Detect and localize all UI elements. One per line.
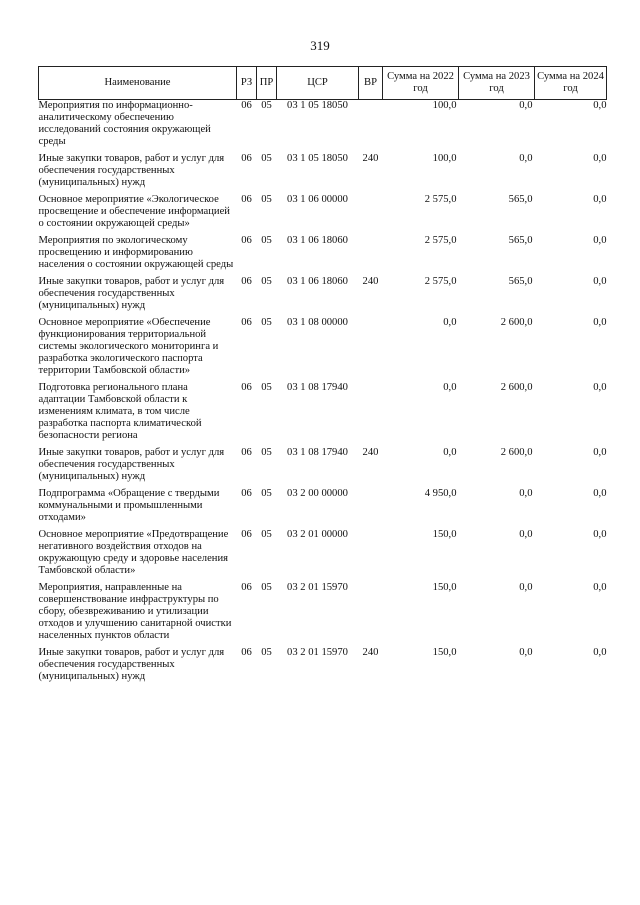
cell-sum-2022: 150,0 [432,647,457,658]
cell-sum-2023: 2 600,0 [500,447,533,458]
cell-rz: 06 [241,447,252,458]
cell-csr: 03 1 08 17940 [287,382,348,393]
cell-rz: 06 [241,235,252,246]
header-sum-2023: Сумма на 2023 год [459,67,535,100]
cell-name: Мероприятия, направленные на совершенствование инфраструктуры по сбору, обезвреживанию и утилизации отходов и улучшению санитарной очистки населенных пунктов области [38,582,232,641]
cell-vr [359,582,383,647]
table-row [39,382,607,447]
cell-name: Иные закупки товаров, работ и услуг для обеспечения государственных (муниципальных) нужд [38,447,225,482]
cell-rz: 06 [241,529,252,540]
cell-rz: 06 [241,488,252,499]
cell-name: Иные закупки товаров, работ и услуг для обеспечения государственных (муниципальных) нужд [38,153,225,188]
cell-vr [359,488,383,529]
cell-sum-2024: 0,0 [593,447,607,458]
cell-pr: 05 [261,100,272,111]
cell-name: Мероприятия по экологическому просвещению и информированию населения о состоянии окружающей среды [38,235,234,270]
table-row [39,317,607,382]
cell-sum-2022: 100,0 [432,100,457,111]
cell-sum-2024: 0,0 [593,382,607,393]
cell-csr: 03 1 06 18060 [287,276,348,287]
cell-csr: 03 2 00 00000 [287,488,348,499]
cell-sum-2022: 150,0 [432,582,457,593]
cell-sum-2022: 2 575,0 [424,276,457,287]
cell-pr: 05 [261,276,272,287]
cell-sum-2023: 0,0 [519,153,533,164]
cell-rz: 06 [241,317,252,328]
cell-sum-2024: 0,0 [593,100,607,111]
cell-rz: 06 [241,194,252,205]
cell-rz: 06 [241,276,252,287]
cell-name: Подпрограмма «Обращение с твердыми коммунальными и промышленными отходами» [38,488,220,523]
cell-csr: 03 1 05 18050 [287,100,348,111]
cell-pr: 05 [261,529,272,540]
cell-sum-2024: 0,0 [593,647,607,658]
header-csr: ЦСР [277,67,359,100]
cell-sum-2022: 0,0 [443,317,457,328]
cell-sum-2023: 2 600,0 [500,317,533,328]
cell-sum-2023: 0,0 [519,647,533,658]
cell-sum-2023: 565,0 [508,194,533,205]
cell-rz: 06 [241,153,252,164]
budget-table [38,66,607,688]
cell-vr: 240 [362,647,379,658]
cell-sum-2023: 2 600,0 [500,382,533,393]
cell-vr [359,194,383,235]
cell-name: Основное мероприятие «Обеспечение функционирования территориальной системы экологического мониторинга и разработка экологического паспорта территории Тамбовской области» [38,317,219,376]
cell-sum-2024: 0,0 [593,317,607,328]
header-sum-2024: Сумма на 2024 год [535,67,607,100]
cell-sum-2023: 565,0 [508,276,533,287]
table-row [39,194,607,235]
cell-rz: 06 [241,582,252,593]
cell-csr: 03 1 05 18050 [287,153,348,164]
cell-pr: 05 [261,447,272,458]
cell-sum-2023: 0,0 [519,529,533,540]
cell-vr [359,382,383,447]
cell-vr [359,317,383,382]
table-row [39,529,607,582]
cell-csr: 03 2 01 15970 [287,647,348,658]
table-row [39,447,607,488]
cell-rz: 06 [241,647,252,658]
cell-sum-2023: 0,0 [519,100,533,111]
cell-csr: 03 2 01 00000 [287,529,348,540]
table-row [39,582,607,647]
cell-sum-2022: 2 575,0 [424,194,457,205]
header-rz: РЗ [237,67,257,100]
cell-pr: 05 [261,382,272,393]
cell-csr: 03 2 01 15970 [287,582,348,593]
cell-sum-2024: 0,0 [593,582,607,593]
cell-csr: 03 1 08 00000 [287,317,348,328]
cell-csr: 03 1 08 17940 [287,447,348,458]
cell-sum-2022: 150,0 [432,529,457,540]
cell-sum-2022: 2 575,0 [424,235,457,246]
cell-sum-2024: 0,0 [593,488,607,499]
cell-name: Иные закупки товаров, работ и услуг для обеспечения государственных (муниципальных) нужд [38,647,225,682]
cell-name: Иные закупки товаров, работ и услуг для обеспечения государственных (муниципальных) нужд [38,276,225,311]
cell-vr [359,529,383,582]
cell-sum-2024: 0,0 [593,153,607,164]
table-row [39,235,607,276]
table-row [39,488,607,529]
header-vr: ВР [359,67,383,100]
cell-pr: 05 [261,153,272,164]
cell-sum-2024: 0,0 [593,276,607,287]
cell-vr [359,235,383,276]
cell-vr: 240 [362,276,379,287]
cell-sum-2023: 565,0 [508,235,533,246]
cell-sum-2024: 0,0 [593,529,607,540]
cell-pr: 05 [261,194,272,205]
cell-vr [359,100,383,154]
table-row [39,100,607,154]
cell-sum-2023: 0,0 [519,582,533,593]
cell-sum-2024: 0,0 [593,194,607,205]
cell-pr: 05 [261,488,272,499]
table-row [39,276,607,317]
cell-pr: 05 [261,647,272,658]
cell-sum-2023: 0,0 [519,488,533,499]
cell-pr: 05 [261,235,272,246]
header-pr: ПР [257,67,277,100]
cell-sum-2022: 0,0 [443,382,457,393]
cell-sum-2022: 100,0 [432,153,457,164]
cell-name: Основное мероприятие «Экологическое просвещение и обеспечение информацией о состоянии окружающей среды» [38,194,230,229]
page-number: 319 [310,38,330,53]
cell-name: Подготовка регионального плана адаптации Тамбовской области к изменениям климата, в том числе разработка паспорта климатической безопасности региона [38,382,202,441]
table-row [39,153,607,194]
cell-name: Основное мероприятие «Предотвращение негативного воздействия отходов на окружающую среду и здоровье населения Тамбовской области» [38,529,229,576]
cell-name: Мероприятия по информационно-аналитическому обеспечению исследований состояния окружающей среды [38,100,211,147]
table-row [39,647,607,688]
cell-csr: 03 1 06 18060 [287,235,348,246]
cell-vr: 240 [362,447,379,458]
cell-csr: 03 1 06 00000 [287,194,348,205]
cell-vr: 240 [362,153,379,164]
cell-pr: 05 [261,582,272,593]
cell-sum-2024: 0,0 [593,235,607,246]
cell-sum-2022: 4 950,0 [424,488,457,499]
cell-rz: 06 [241,382,252,393]
cell-rz: 06 [241,100,252,111]
header-name: Наименование [39,67,237,100]
table-header-row [39,67,607,100]
cell-sum-2022: 0,0 [443,447,457,458]
header-sum-2022: Сумма на 2022 год [383,67,459,100]
cell-pr: 05 [261,317,272,328]
